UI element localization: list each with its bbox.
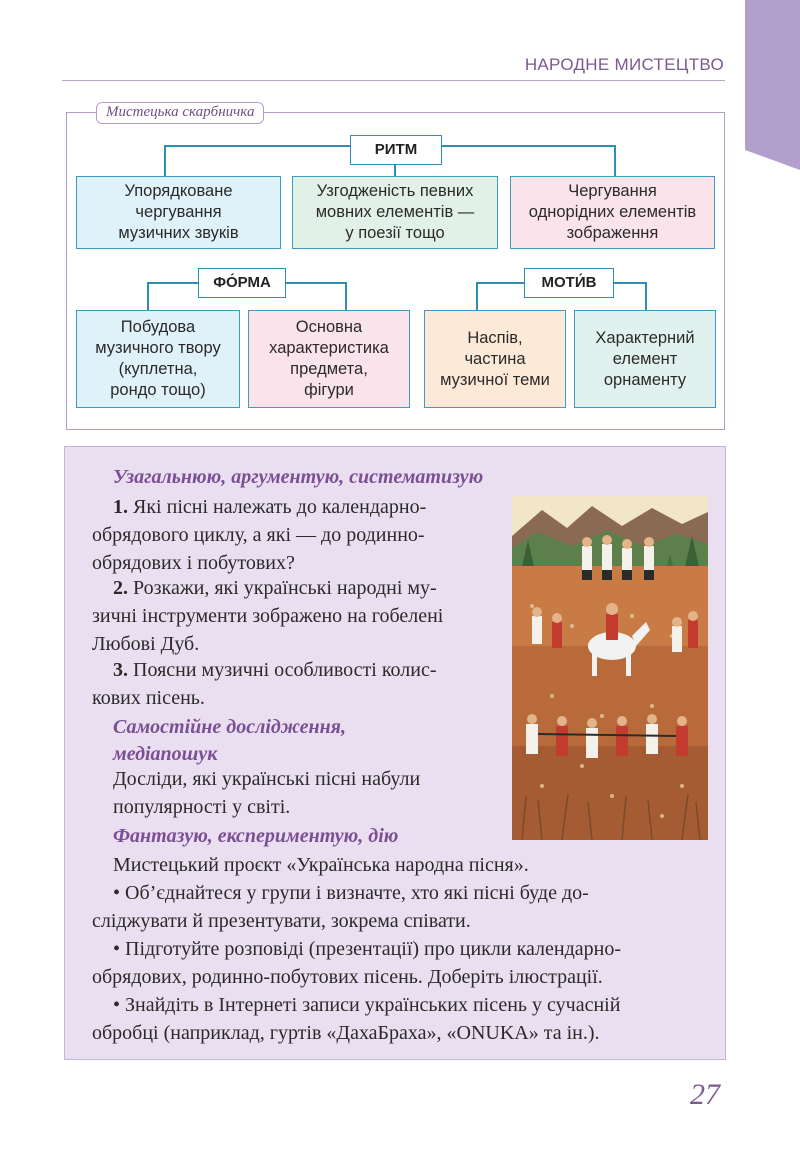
question-2 <box>92 574 444 658</box>
motif-tag: МОТИ́В <box>524 268 614 298</box>
box-line: у поезії тощо <box>345 224 445 242</box>
treasure-box-label: Мистецька скарбничка <box>96 102 264 124</box>
box-line: зображення <box>566 224 659 242</box>
box-line: Наспів, <box>467 328 523 347</box>
question-number: 2. <box>113 577 128 599</box>
form-tag: ФО́РМА <box>198 268 286 298</box>
project-title: Мистецький проєкт «Українська народна пісня». <box>113 854 529 876</box>
project-tasks <box>92 851 707 1047</box>
question-text: Які пісні належать до календарно- <box>133 496 427 518</box>
question-text: зичні інструменти зображено на гобелені <box>92 605 444 627</box>
question-text: обрядових і побутових? <box>92 552 295 574</box>
heading-fantasize: Фантазую, експериментую, дію <box>113 825 399 847</box>
question-3 <box>92 656 437 712</box>
box-line: однорідних елементів <box>528 203 697 221</box>
question-text: Любові Дуб. <box>92 633 200 655</box>
motif-definition-music <box>424 310 566 408</box>
box-line: Побудова <box>120 318 196 336</box>
rhythm-definition-art <box>510 176 715 249</box>
box-line: Упорядковане <box>124 182 233 200</box>
box-line: елемент <box>612 349 678 368</box>
box-line: орнаменту <box>603 370 687 389</box>
box-line: мовних елементів — <box>315 203 475 221</box>
box-line: музичної теми <box>440 370 550 389</box>
bullet-text: • Підготуйте розповіді (презентації) про цикли календарно- <box>113 938 622 960</box>
box-line: Узгодженість певних <box>316 182 474 200</box>
research-task <box>113 765 420 821</box>
box-line: музичних звуків <box>118 224 239 242</box>
box-line: музичного твору <box>95 339 221 357</box>
question-text: кових пісень. <box>92 687 205 709</box>
heading-generalize: Узагальнюю, аргументую, систематизую <box>113 466 484 488</box>
corner-tab-decoration <box>745 0 800 170</box>
task-text: Досліди, які українські пісні набули <box>113 768 421 790</box>
box-line: Основна <box>295 318 363 336</box>
section-title: НАРОДНЕ МИСТЕЦТВО <box>524 55 724 74</box>
task-text: популярності у світі. <box>113 796 291 818</box>
box-line: Характерний <box>595 328 695 347</box>
question-1 <box>92 493 427 577</box>
rhythm-definition-music <box>76 176 281 249</box>
page-number: 27 <box>690 1078 720 1111</box>
box-line: рондо тощо) <box>110 381 206 399</box>
box-line: чергування <box>135 203 222 221</box>
heading-research <box>113 714 346 768</box>
form-definition-art <box>248 310 410 408</box>
rhythm-tag: РИТМ <box>350 135 442 165</box>
motif-definition-ornament <box>574 310 716 408</box>
box-line: предмета, <box>290 360 368 378</box>
motif-connector <box>645 282 647 310</box>
question-text: обрядового циклу, а які — до родинно- <box>92 524 425 546</box>
motif-connector <box>476 282 478 310</box>
header-divider <box>62 80 725 81</box>
form-connector <box>147 282 149 310</box>
question-text: Поясни музичні особливості колис- <box>133 659 437 681</box>
box-line: Чергування <box>568 182 657 200</box>
bullet-text: сліджувати й презентувати, зокрема співати. <box>92 910 471 932</box>
tapestry-illustration <box>512 496 708 840</box>
rhythm-connector <box>614 145 616 177</box>
box-line: фігури <box>304 381 354 399</box>
rhythm-connector <box>164 145 166 177</box>
bullet-text: обробці (наприклад, гуртів «ДахаБраха», «ONUKA» та ін.). <box>92 1022 600 1044</box>
box-line: частина <box>464 349 526 368</box>
bullet-text: обрядових, родинно-побутових пісень. Доберіть ілюстрації. <box>92 966 603 988</box>
heading-line: медіапошук <box>113 743 218 765</box>
heading-line: Самостійне дослідження, <box>113 716 346 738</box>
form-connector <box>345 282 347 310</box>
rhythm-definition-poetry <box>292 176 498 249</box>
bullet-text: • Об’єднайтеся у групи і визначте, хто які пісні буде до- <box>113 882 589 904</box>
question-text: Розкажи, які українські народні му- <box>133 577 437 599</box>
box-line: характеристика <box>269 339 389 357</box>
box-line: (куплетна, <box>118 360 198 378</box>
question-number: 1. <box>113 496 128 518</box>
bullet-text: • Знайдіть в Інтернеті записи українських пісень у сучасній <box>113 994 621 1016</box>
form-definition-music <box>76 310 240 408</box>
question-number: 3. <box>113 659 128 681</box>
